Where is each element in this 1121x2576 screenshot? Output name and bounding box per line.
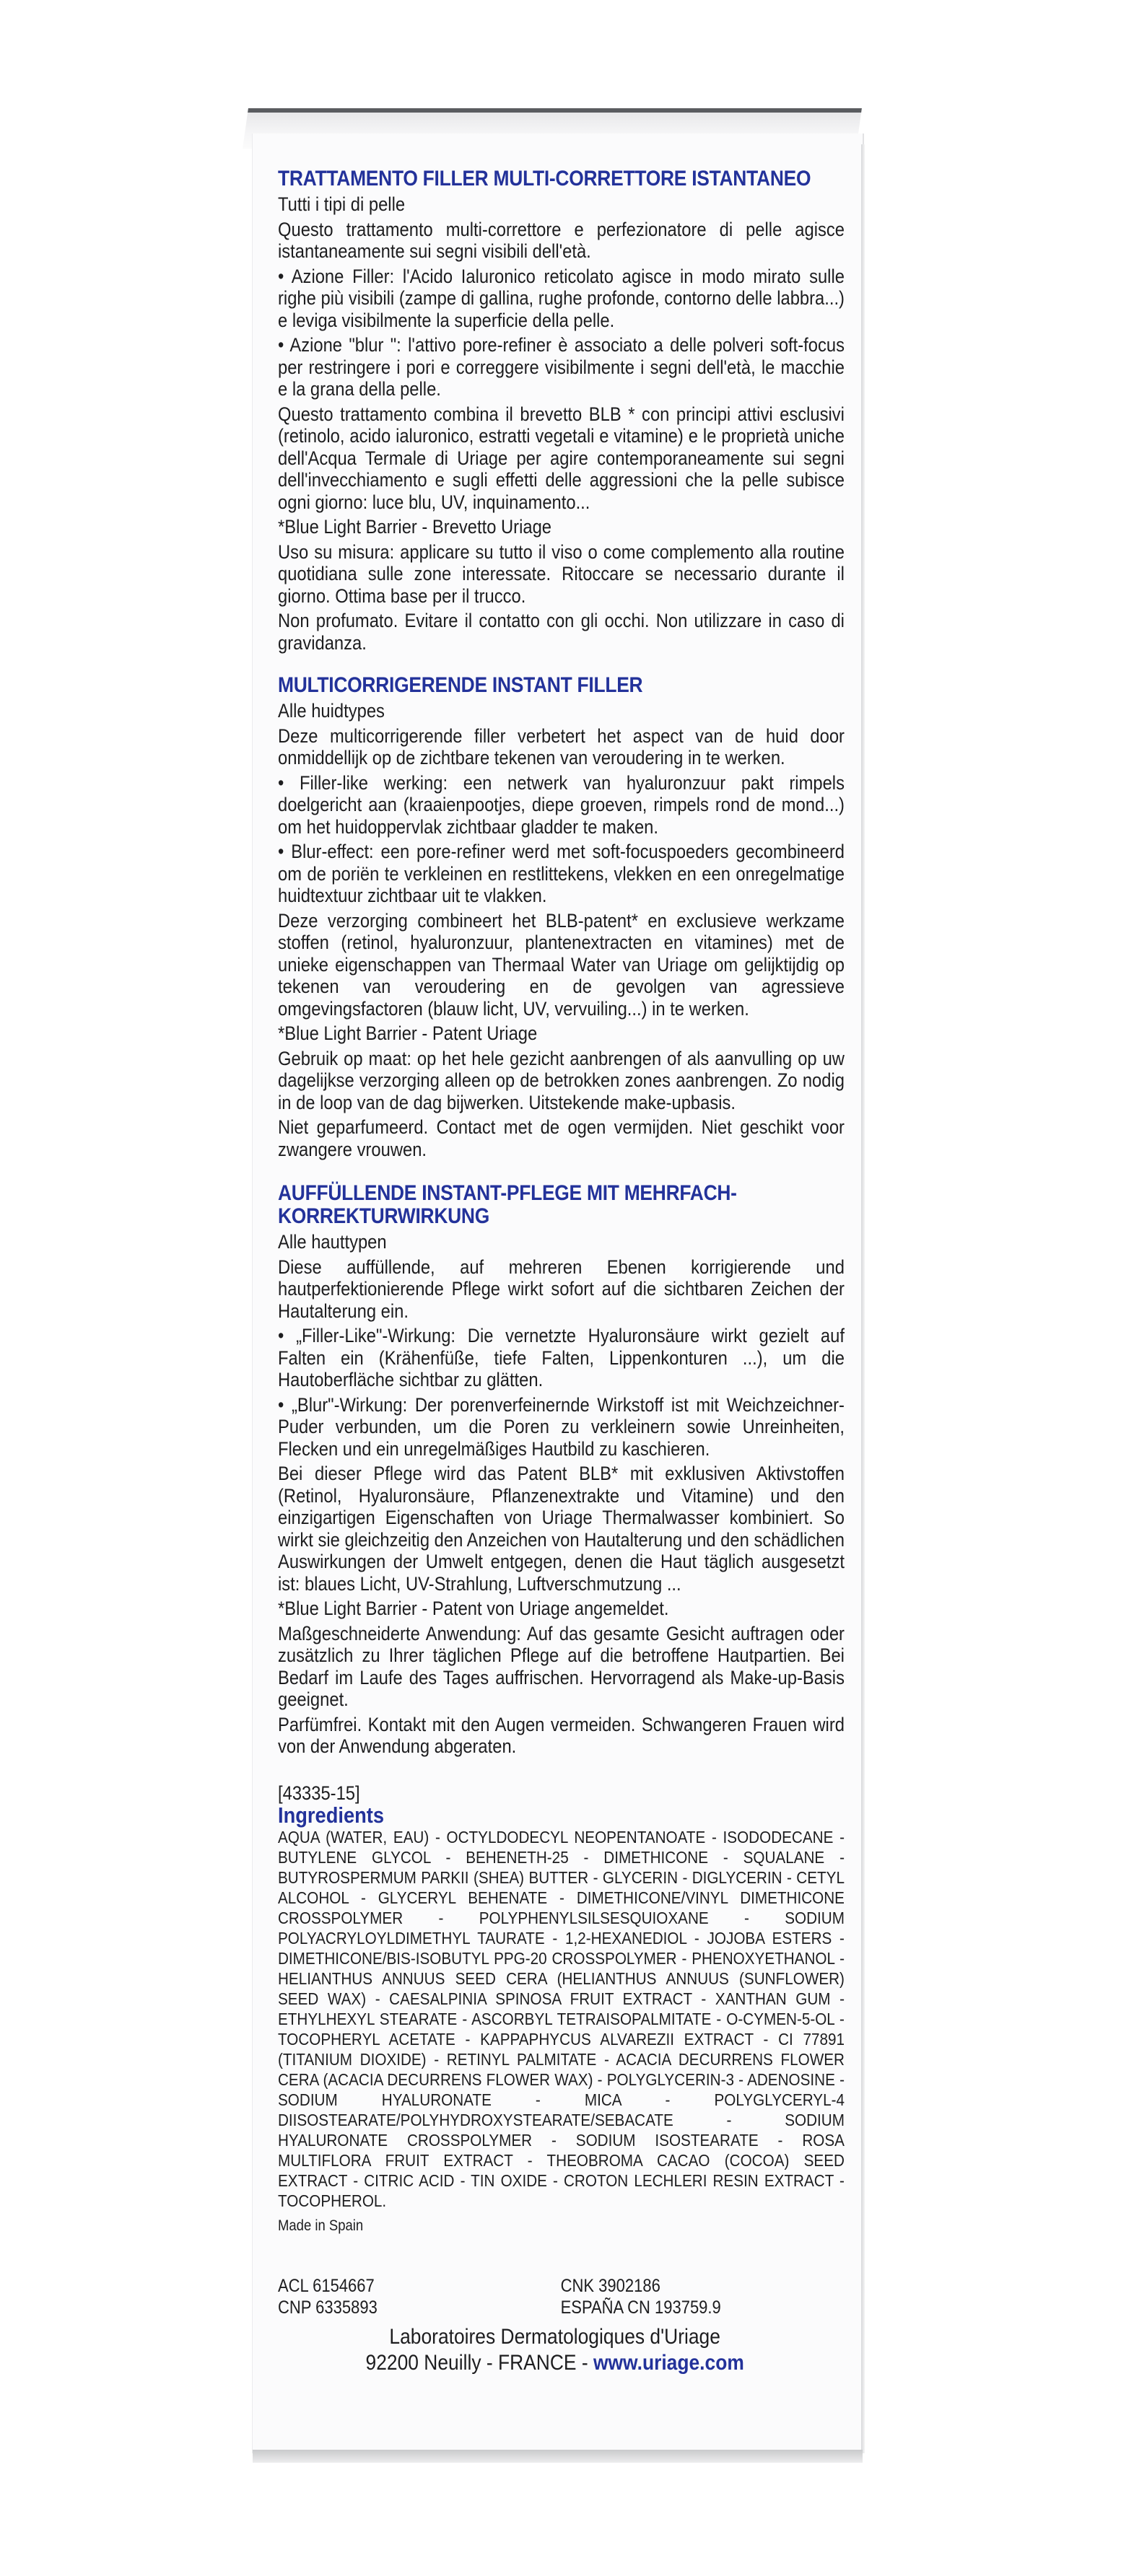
cnk-code: CNK 3902186 xyxy=(560,2275,660,2296)
dutch-paragraph: Niet geparfumeerd. Contact met de ogen vermijden. Niet geschikt voor zwangere vrouwen. xyxy=(278,1116,845,1160)
german-title: AUFFÜLLENDE INSTANT-PFLEGE MIT MEHRFACH-KORREKTURWIRKUNG xyxy=(278,1181,737,1228)
registration-codes xyxy=(278,2275,845,2318)
italian-paragraph: Questo trattamento combina il brevetto BLB * con principi attivi esclusivi (retinolo, acido ialuronico, estratti vegetali e vitamine) e le proprietà uniche dell'Acqua Termale di Uriage per agire contemporaneamente sui segni dell'invecchiamento e sugli effetti delle aggressioni che la pelle subisce ogni giorno: luce blu, UV, inquinamento... xyxy=(278,403,845,513)
lab-name: Laboratoires Dermatologiques d'Uriage xyxy=(389,2324,720,2349)
lab-address-line xyxy=(265,2350,845,2376)
german-paragraph: • „Filler-Like"-Wirkung: Die vernetzte Hyaluronsäure wirkt gezielt auf Falten ein (Krähenfüße, tiefe Falten, Lippenkonturen ...), um die Hautoberfläche sichtbar zu glätten. xyxy=(278,1325,845,1390)
german-paragraph: Parfümfrei. Kontakt mit den Augen vermeiden. Schwangeren Frauen wird von der Anwendung abgeraten. xyxy=(278,1713,845,1757)
german-subtitle: Alle hauttypen xyxy=(278,1231,387,1253)
box-side-rim xyxy=(861,144,865,2453)
dutch-paragraph: Deze multicorrigerende filler verbetert het aspect van de huid door onmiddellijk op de zichtbare tekenen van veroudering in te werken. xyxy=(278,724,845,768)
dutch-paragraph: • Blur-effect: een pore-refiner werd met soft-focuspoeders gecombineerd om de poriën te verkleinen en restlittekens, vlekken en een onregelmatige huidtextuur zichtbaar uit te vlakken. xyxy=(278,841,845,906)
espana-code: ESPAÑA CN 193759.9 xyxy=(560,2297,721,2318)
acl-code: ACL 6154667 xyxy=(278,2275,375,2296)
dutch-section xyxy=(278,674,845,1160)
ingredients-title: Ingredients xyxy=(278,1802,385,1828)
italian-paragraph: *Blue Light Barrier - Brevetto Uriage xyxy=(278,516,552,538)
dutch-paragraph: Gebruik op maat: op het hele gezicht aanbrengen of als aanvulling op uw dagelijkse verzorging alleen op de betrokken zones aanbrengen. Zo nodig in de loop van de dag bijwerken. Uitstekende make-upbasis. xyxy=(278,1047,845,1113)
dutch-paragraph: Deze verzorging combineert het BLB-patent* en exclusieve werkzame stoffen (retinol, hyaluronzuur, plantenextracten en vitamines) met de unieke eigenschappen van Thermaal Water van Uriage om gelijktijdig op tekenen van veroudering en de gevolgen van agressieve omgevingsfactoren (blauw licht, UV, vervuiling...) in te werken. xyxy=(278,909,845,1020)
german-paragraph: Bei dieser Pflege wird das Patent BLB* mit exklusiven Aktivstoffen (Retinol, Hyaluronsäure, Pflanzenextrakte und Vitamine) und den einzigartigen Eigenschaften von Uriage Thermalwasser kombiniert. So wirkt sie gleichzeitig den Anzeichen von Hautalterung und den schädlichen Auswirkungen der Umwelt entgegen, denen die Haut täglich ausgesetzt ist: blaues Licht, UV-Strahlung, Luftverschmutzung ... xyxy=(278,1463,845,1595)
lab-address: 92200 Neuilly - FRANCE - xyxy=(365,2350,593,2375)
website-link: www.uriage.com xyxy=(593,2350,744,2375)
cnp-code: CNP 6335893 xyxy=(278,2297,378,2318)
label-content xyxy=(278,167,845,2376)
dutch-paragraph: • Filler-like werking: een netwerk van hyaluronzuur pakt rimpels doelgericht aan (kraaienpootjes, diepe groeven, rimpels rond de mond...) om het huidoppervlak zichtbaar gladder te maken. xyxy=(278,771,845,838)
german-paragraph: Maßgeschneiderte Anwendung: Auf das gesamte Gesicht auftragen oder zusätzlich zu Ihrer täglichen Pflege auf die betroffene Hautpartien. Bei Bedarf im Laufe des Tages auffrischen. Hervorragend als Make-up-Basis geeignet. xyxy=(278,1622,845,1710)
italian-subtitle: Tutti i tipi di pelle xyxy=(278,193,406,215)
italian-paragraph: Non profumato. Evitare il contatto con gli occhi. Non utilizzare in caso di gravidanza. xyxy=(278,610,845,654)
manufacturer-block xyxy=(265,2324,845,2376)
made-in: Made in Spain xyxy=(278,2217,364,2234)
italian-paragraph: Uso su misura: applicare su tutto il viso o come complemento alla routine quotidiana sulle zone interessate. Ritoccare se necessario durante il giorno. Ottima base per il trucco. xyxy=(278,540,845,607)
ingredients-section xyxy=(278,1782,845,2238)
german-paragraph: • „Blur"-Wirkung: Der porenverfeinernde Wirkstoff ist mit Weichzeichner-Puder verbunden, um die Poren zu verkleinern sowie Unreinheiten, Flecken und ein unregelmäßiges Hautbild zu kaschieren. xyxy=(278,1393,845,1460)
german-paragraph: Diese auffüllende, auf mehreren Ebenen korrigierende und hautperfektionierende Pflege wirkt sofort auf die sichtbaren Zeichen der Hautalterung ein. xyxy=(278,1256,845,1322)
italian-title: TRATTAMENTO FILLER MULTI-CORRETTORE ISTANTANEO xyxy=(278,167,811,190)
product-code: [43335-15] xyxy=(278,1782,360,1804)
italian-paragraph: • Azione Filler: l'Acido Ialuronico reticolato agisce in modo mirato sulle righe più visibili (zampe di gallina, rughe profonde, contorno delle labbra...) e leviga visibilmente la superficie della pelle. xyxy=(278,265,845,331)
dutch-title: MULTICORRIGERENDE INSTANT FILLER xyxy=(278,673,643,697)
dutch-subtitle: Alle huidtypes xyxy=(278,700,385,722)
box-bottom-edge xyxy=(253,2450,863,2463)
dutch-paragraph: *Blue Light Barrier - Patent Uriage xyxy=(278,1022,538,1044)
italian-section xyxy=(278,167,845,654)
german-paragraph: *Blue Light Barrier - Patent von Uriage angemeldet. xyxy=(278,1598,669,1619)
german-section xyxy=(278,1182,845,1758)
italian-paragraph: Questo trattamento multi-correttore e perfezionatore di pelle agisce istantaneamente sui segni visibili dell'età. xyxy=(278,218,845,262)
italian-paragraph: • Azione "blur ": l'attivo pore-refiner è associato a delle polveri soft-focus per restringere i pori e correggere visibilmente i segni dell'età, le macchie e la grana della pelle. xyxy=(278,334,845,400)
ingredients-list: AQUA (WATER, EAU) - OCTYLDODECYL NEOPENTANOATE - ISODODECANE - BUTYLENE GLYCOL - BEHENETH-25 - DIMETHICONE - SQUALANE - BUTYROSPERMUM PARKII (SHEA) BUTTER - GLYCERIN - DIGLYCERIN - CETYL ALCOHOL - GLYCERYL BEHENATE - DIMETHICONE/VINYL DIMETHICONE CROSSPOLYMER - POLYPHENYLSILSESQUIOXANE - SODIUM POLYACRYLOYLDIMETHYL TAURATE - 1,2-HEXANEDIOL - JOJOBA ESTERS - DIMETHICONE/BIS-ISOBUTYL PPG-20 CROSSPOLYMER - PHENOXYETHANOL - HELIANTHUS ANNUUS SEED CERA (HELIANTHUS ANNUUS (SUNFLOWER) SEED WAX) - CAESALPINIA SPINOSA FRUIT EXTRACT - XANTHAN GUM - ETHYLHEXYL STEARATE - ASCORBYL TETRAISOPALMITATE - O-CYMEN-5-OL - TOCOPHERYL ACETATE - KAPPAPHYCUS ALVAREZII EXTRACT - CI 77891 (TITANIUM DIOXIDE) - RETINYL PALMITATE - ACACIA DECURRENS FLOWER CERA (ACACIA DECURRENS FLOWER WAX) - POLYGLYCERIN-3 - ADENOSINE - SODIUM HYALURONATE - MICA - POLYGLYCERYL-4 DIISOSTEARATE/POLYHYDROXYSTEARATE/SEBACATE - SODIUM HYALURONATE CROSSPOLYMER - SODIUM ISOSTEARATE - ROSA MULTIFLORA FRUIT EXTRACT - THEOBROMA CACAO (COCOA) SEED EXTRACT - CITRIC ACID - TIN OXIDE - CROTON LECHLERI RESIN EXTRACT - TOCOPHEROL. xyxy=(278,1828,845,2210)
